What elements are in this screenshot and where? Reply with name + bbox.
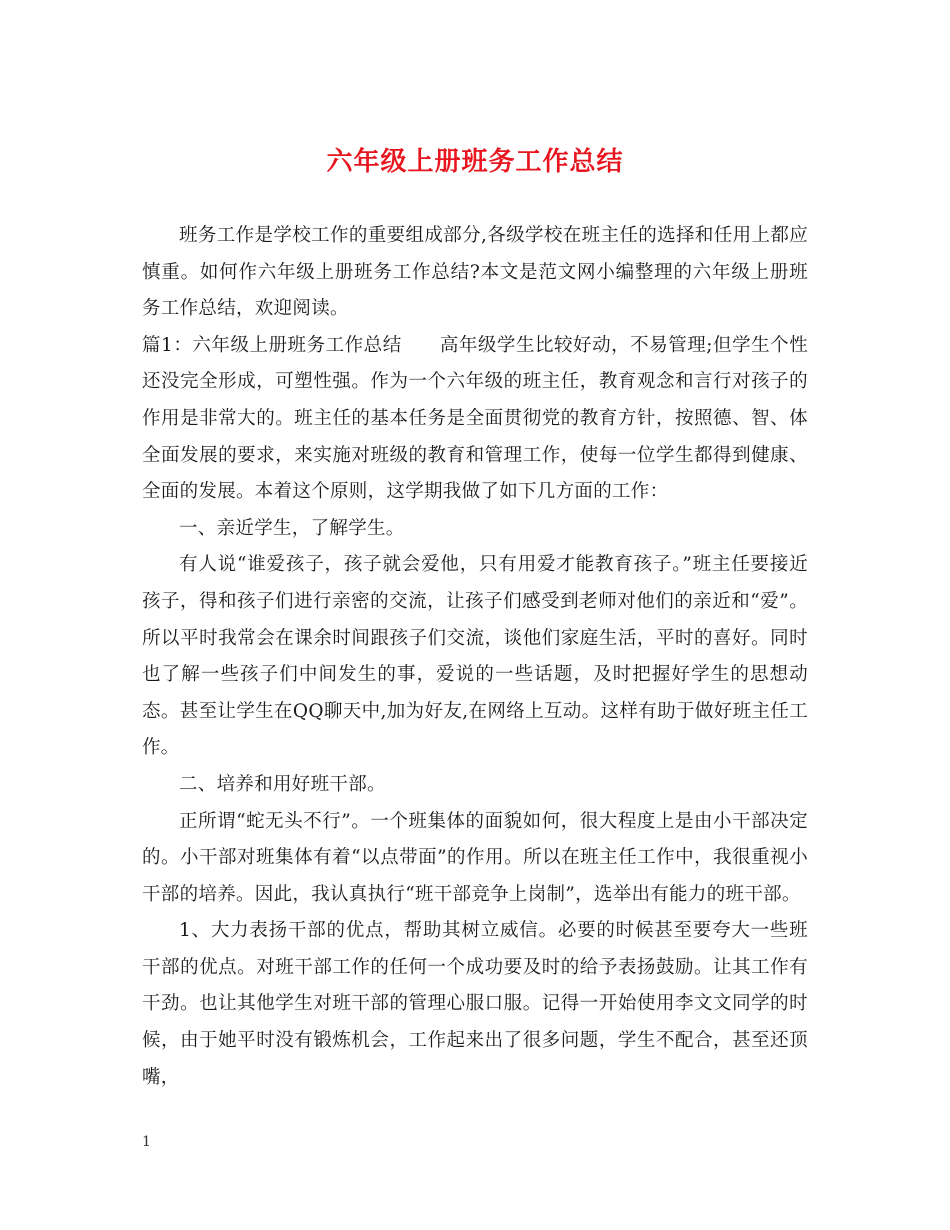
paragraph-approach-students: 有人说“谁爱孩子，孩子就会爱他，只有用爱才能教育孩子。”班主任要接近孩子，得和孩子们进行亲密的交流，让孩子们感受到老师对他们的亲近和“爱”。所以平时我常会在课余时间跟孩子们交流，谈他们家庭生活，平时的喜好。同时也了解一些孩子们中间发生的事，爱说的一些话题，及时把握好学生的思想动态。甚至让学生在QQ聊天中,加为好友,在网络上互动。这样有助于做好班主任工作。 <box>142 554 808 759</box>
paragraph-intro: 班务工作是学校工作的重要组成部分,各级学校在班主任的选择和任用上都应慎重。如何作六年级上册班务工作总结?本文是范文网小编整理的六年级上册班务工作总结，欢迎阅读。 <box>142 225 808 320</box>
heading-class-cadres: 二、培养和用好班干部。 <box>179 773 386 795</box>
page-number: 1 <box>142 1134 151 1150</box>
paragraph-section-1-overview: 篇1：六年级上册班务工作总结 高年级学生比较好动，不易管理;但学生个性还没完全形成，可塑性强。作为一个六年级的班主任，教育观念和言行对孩子的作用是非常大的。班主任的基本任务是全面贯彻党的教育方针，按照德、智、体全面发展的要求，来实施对班级的教育和管理工作，使每一位学生都得到健康、全面的发展。本着这个原则，这学期我做了如下几方面的工作： <box>142 334 808 503</box>
paragraph-praise-cadres: 1、大力表扬干部的优点，帮助其树立威信。必要的时候甚至要夸大一些班干部的优点。对班干部工作的任何一个成功要及时的给予表扬鼓励。让其工作有干劲。也让其他学生对班干部的管理心服口服。记得一开始使用李文文同学的时候，由于她平时没有锻炼机会，工作起来出了很多问题，学生不配合，甚至还顶嘴， <box>142 920 808 1088</box>
paragraph-class-cadres: 正所谓“蛇无头不行”。一个班集体的面貌如何，很大程度上是由小干部决定的。小干部对班集体有着“以点带面”的作用。所以在班主任工作中，我很重视小干部的培养。因此，我认真执行“班干部竞争上岗制”，选举出有能力的班干部。 <box>142 810 808 905</box>
document-title: 六年级上册班务工作总结 <box>326 147 624 177</box>
heading-approach-students: 一、亲近学生，了解学生。 <box>179 517 405 539</box>
document-body <box>142 218 808 1096</box>
